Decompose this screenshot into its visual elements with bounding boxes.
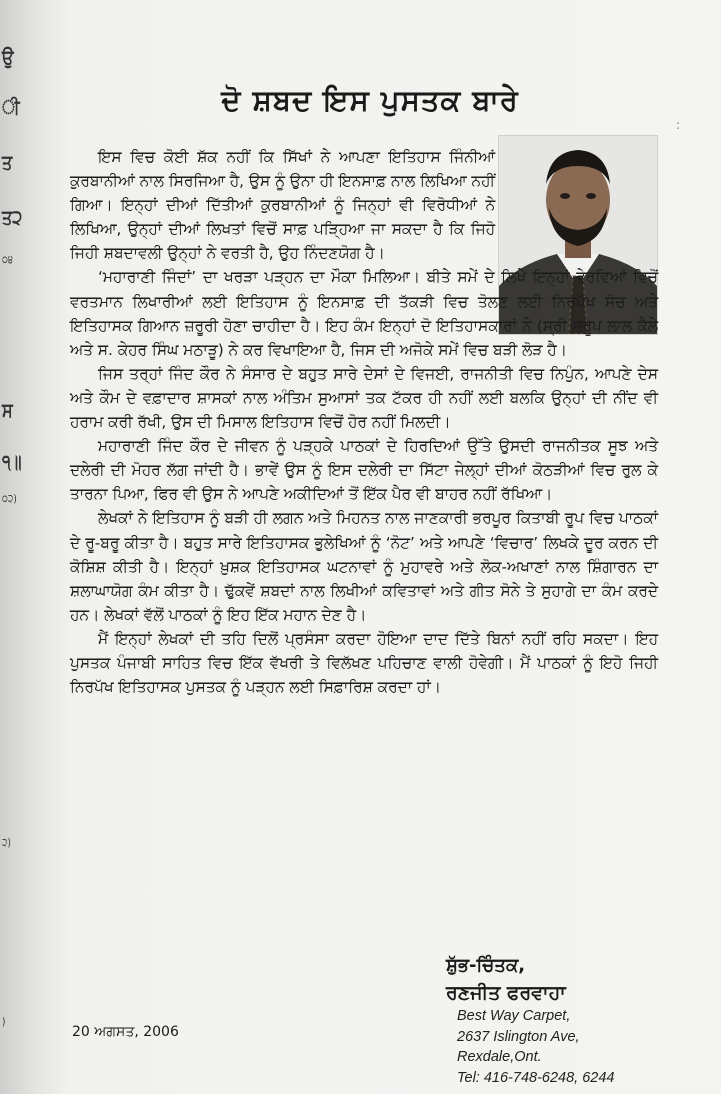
margin-fragment: ੨) bbox=[2, 836, 11, 849]
signature-name: ਰਣਜੀਤ ਫਰਵਾਹਾ bbox=[446, 982, 566, 1004]
paragraph: ਮਹਾਰਾਣੀ ਜਿੰਦ ਕੌਰ ਦੇ ਜੀਵਨ ਨੂੰ ਪੜ੍ਹਕੇ ਪਾਠਕਾਂ ਦੇ ਹਿਰਦਿਆਂ ਉੱਤੇ ਉਸਦੀ ਰਾਜਨੀਤਕ ਸੂਝ ਅਤੇ ਦਲੇਰੀ ਦੀ ਮੋਹਰ ਲੱਗ ਜਾਂਦੀ ਹੈ। ਭਾਵੇਂ ਉਸ ਨੂੰ ਇਸ ਦਲੇਰੀ ਦਾ ਸਿੱਟਾ ਜੇਲ੍ਹਾਂ ਦੀਆਂ ਕੋਠੜੀਆਂ ਵਿਚ ਰੁਲ ਕੇ ਤਾਰਨਾ ਪਿਆ, ਫਿਰ ਵੀ ਉਸ ਨੇ ਆਪਣੇ ਅਕੀਦਿਆਂ ਤੋਂ ਇੱਕ ਪੈਰ ਵੀ ਬਾਹਰ ਨਹੀਂ ਰੱਖਿਆ। bbox=[70, 437, 658, 504]
margin-fragment: ੧॥ bbox=[2, 450, 22, 474]
address-line: 2637 Islington Ave, bbox=[457, 1028, 580, 1045]
margin-fragment: ਤ bbox=[2, 150, 13, 174]
left-margin-bleed bbox=[0, 0, 44, 1094]
margin-fragment: ੦੨) bbox=[2, 492, 17, 505]
page-title: ਦੋ ਸ਼ਬਦ ਇਸ ਪੁਸਤਕ ਬਾਰੇ bbox=[221, 83, 519, 117]
paragraph: ਮੈਂ ਇਨ੍ਹਾਂ ਲੇਖਕਾਂ ਦੀ ਤਹਿ ਦਿਲੋਂ ਪ੍ਰਸੰਸਾ ਕਰਦਾ ਹੋਇਆ ਦਾਦ ਦਿੱਤੇ ਬਿਨਾਂ ਨਹੀਂ ਰਹਿ ਸਕਦਾ। ਇਹ ਪੁਸਤਕ ਪੰਜਾਬੀ ਸਾਹਿਤ ਵਿਚ ਇੱਕ ਵੱਖਰੀ ਤੇ ਵਿਲੱਖਣ ਪਹਿਚਾਣ ਵਾਲੀ ਹੋਵੇਗੀ। ਮੈਂ ਪਾਠਕਾਂ ਨੂੰ ਇਹੋ ਜਿਹੀ ਨਿਰਪੱਖ ਇਤਿਹਾਸਕ ਪੁਸਤਕ ਨੂੰ ਪੜ੍ਹਨ ਲਈ ਸਿਫ਼ਾਰਿਸ਼ ਕਰਦਾ ਹਾਂ। bbox=[70, 629, 658, 697]
signature-label: ਸ਼ੁੱਭ-ਚਿੰਤਕ, bbox=[446, 955, 526, 976]
paragraph: ਇਸ ਵਿਚ ਕੋਈ ਸ਼ੱਕ ਨਹੀਂ ਕਿ ਸਿੱਖਾਂ ਨੇ ਆਪਣਾ ਇਤਿਹਾਸ ਜਿੰਨੀਆਂ ਕੁਰਬਾਨੀਆਂ ਨਾਲ ਸਿਰਜਿਆ ਹੈ, ਉਸ ਨੂੰ ਉਨਾ ਹੀ ਇਨਸਾਫ਼ ਨਾਲ ਲਿਖਿਆ ਨਹੀਂ ਗਿਆ। ਇਨ੍ਹਾਂ ਦੀਆਂ ਦਿੱਤੀਆਂ ਕੁਰਬਾਨੀਆਂ ਨੂੰ ਜਿਨ੍ਹਾਂ ਵੀ ਵਿਰੋਧੀਆਂ ਨੇ ਲਿਖਿਆ, ਉਨ੍ਹਾਂ ਦੀਆਂ ਲਿਖਤਾਂ ਵਿਚੋਂ ਸਾਫ਼ ਪੜ੍ਹਿਆ ਜਾ ਸਕਦਾ ਹੈ ਕਿ ਜਿਹੋ ਜਿਹੀ ਸ਼ਬਦਾਵਲੀ ਉਨ੍ਹਾਂ ਨੇ ਵਰਤੀ ਹੈ, ਉਹ ਨਿੰਦਣਯੋਗ ਹੈ। bbox=[70, 148, 495, 263]
address-line: Rexdale,Ont. bbox=[457, 1049, 542, 1065]
margin-fragment: ) bbox=[2, 1015, 6, 1028]
margin-fragment: ਤ੨ bbox=[2, 205, 23, 229]
margin-fragment: ਉ bbox=[2, 45, 14, 69]
address-line: Best Way Carpet, bbox=[457, 1008, 571, 1024]
margin-fragment: ਸ bbox=[2, 398, 13, 422]
address-line: Tel: 416-748-6248, 6244 bbox=[457, 1069, 615, 1086]
date: 20 ਅਗਸਤ, 2006 bbox=[72, 1024, 179, 1040]
margin-fragment: ੦੪ bbox=[2, 253, 13, 266]
signature-address bbox=[457, 1006, 614, 1088]
margin-fragment: ੀ bbox=[2, 95, 20, 119]
stray-pen-mark: ꞉ bbox=[676, 118, 681, 132]
paragraph: ਜਿਸ ਤਰ੍ਹਾਂ ਜਿੰਦ ਕੌਰ ਨੇ ਸੰਸਾਰ ਦੇ ਬਹੁਤ ਸਾਰੇ ਦੇਸਾਂ ਦੇ ਵਿਜਈ, ਰਾਜਨੀਤੀ ਵਿਚ ਨਿਪੁੰਨ, ਆਪਣੇ ਦੇਸ ਅਤੇ ਕੌਮ ਦੇ ਵਫ਼ਾਦਾਰ ਸ਼ਾਸਕਾਂ ਨਾਲ ਅੰਤਿਮ ਸੁਆਸਾਂ ਤਕ ਟੱਕਰ ਹੀ ਨਹੀਂ ਲਈ ਬਲਕਿ ਉਨ੍ਹਾਂ ਦੀ ਨੀਂਦ ਵੀ ਹਰਾਮ ਕਰੀ ਰੱਖੀ, ਉਸ ਦੀ ਮਿਸਾਲ ਇਤਿਹਾਸ ਵਿਚੋਂ ਹੋਰ ਨਹੀਂ ਮਿਲਦੀ। bbox=[70, 364, 658, 432]
paragraph: ਲੇਖਕਾਂ ਨੇ ਇਤਿਹਾਸ ਨੂੰ ਬੜੀ ਹੀ ਲਗਨ ਅਤੇ ਮਿਹਨਤ ਨਾਲ ਜਾਣਕਾਰੀ ਭਰਪੂਰ ਕਿਤਾਬੀ ਰੂਪ ਵਿਚ ਪਾਠਕਾਂ ਦੇ ਰੂ-ਬਰੂ ਕੀਤਾ ਹੈ। ਬਹੁਤ ਸਾਰੇ ਇਤਿਹਾਸਕ ਭੁਲੇਖਿਆਂ ਨੂੰ ‘ਨੋਟ’ ਅਤੇ ਆਪਣੇ ‘ਵਿਚਾਰ’ ਲਿਖਕੇ ਦੂਰ ਕਰਨ ਦੀ ਕੋਸ਼ਿਸ਼ ਕੀਤੀ ਹੈ। ਇਨ੍ਹਾਂ ਖ਼ੁਸ਼ਕ ਇਤਿਹਾਸਕ ਘਟਨਾਵਾਂ ਨੂੰ ਮੁਹਾਵਰੇ ਅਤੇ ਲੋਕ-ਅਖਾਣਾਂ ਨਾਲ ਸ਼ਿੰਗਾਰਨ ਦਾ ਸ਼ਲਾਘਾਯੋਗ ਕੰਮ ਕੀਤਾ ਹੈ। ਢੁੱਕਵੇਂ ਸ਼ਬਦਾਂ ਨਾਲ ਲਿਖੀਆਂ ਕਵਿਤਾਵਾਂ ਅਤੇ ਗੀਤ ਸੋਨੇ ਤੇ ਸੁਹਾਗੇ ਦਾ ਕੰਮ ਕਰਦੇ ਹਨ। ਲੇਖਕਾਂ ਵੱਲੋਂ ਪਾਠਕਾਂ ਨੂੰ ਇਹ ਇੱਕ ਮਹਾਨ ਦੇਣ ਹੈ। bbox=[70, 509, 658, 624]
body-text bbox=[70, 145, 658, 699]
paragraph: ‘ਮਹਾਰਾਣੀ ਜਿੰਦਾਂ’ ਦਾ ਖਰੜਾ ਪੜ੍ਹਨ ਦਾ ਮੌਕਾ ਮਿਲਿਆ। ਬੀਤੇ ਸਮੇਂ ਦੇ ਲਿਖੇ ਇਨ੍ਹਾਂ ਵੇਰਵਿਆਂ ਵਿਚੋਂ ਵਰਤਮਾਨ ਲਿਖਾਰੀਆਂ ਲਈ ਇਤਿਹਾਸ ਨੂੰ ਇਨਸਾਫ਼ ਦੀ ਤੱਕੜੀ ਵਿਚ ਤੋਲਣ ਲਈ ਨਿਰਪੱਖ ਸੋਚ ਅਤੇ ਇਤਿਹਾਸਕ ਗਿਆਨ ਜ਼ਰੂਰੀ ਹੋਣਾ ਚਾਹੀਦਾ ਹੈ। ਇਹ ਕੰਮ ਇਨ੍ਹਾਂ ਦੋ ਇਤਿਹਾਸਕਾਰਾਂ ਨੇ (ਸ੍ਰੀ ਸਰੂਪ ਲਾਲ ਕੈਲੇ ਅਤੇ ਸ. ਕੇਹਰ ਸਿੰਘ ਮਠਾੜੂ) ਨੇ ਕਰ ਵਿਖਾਇਆ ਹੈ, ਜਿਸ ਦੀ ਅਜੋਕੇ ਸਮੇਂ ਵਿਚ ਬੜੀ ਲੋੜ ਹੈ। bbox=[70, 268, 658, 359]
